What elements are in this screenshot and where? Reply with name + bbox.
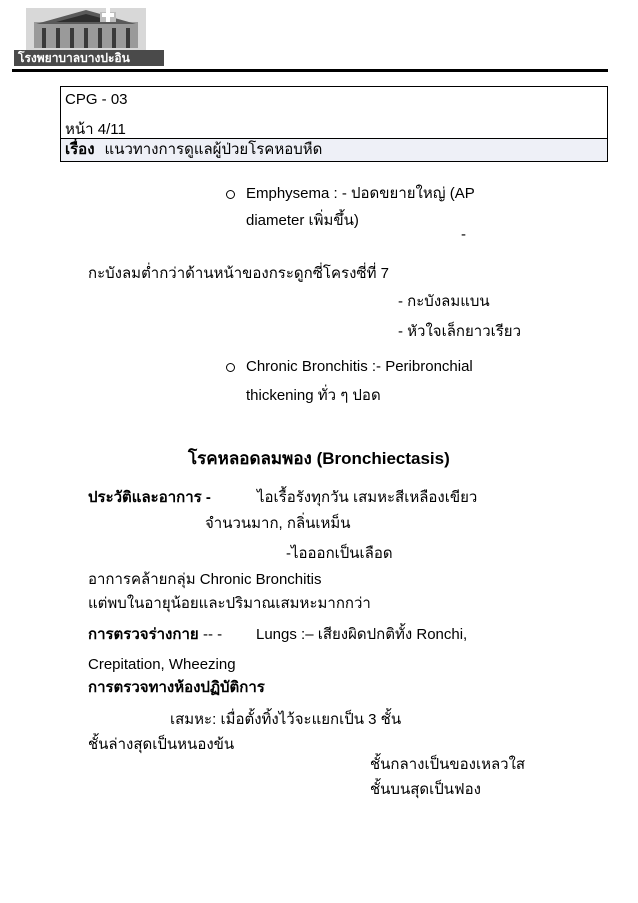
emphysema-line-2: diameter เพิ่มขึ้น) [246,212,359,229]
chronic-line-2: thickening ทั่ว ๆ ปอด [246,387,381,404]
lab-text-2: ชั้นล่างสุดเป็นหนองข้น [88,736,235,753]
doc-code: CPG - 03 [65,91,128,108]
chronic-line-1: Chronic Bronchitis :- Peribronchial [246,358,473,375]
subject-label: เรื่อง [65,141,95,158]
emphysema-dash: - [461,226,466,243]
emphysema-line-4: - กะบังลมแบน [398,293,490,310]
lab-text-4: ชั้นบนสุดเป็นฟอง [370,781,481,798]
emphysema-line-3: กะบังลมต่ำกว่าด้านหน้าของกระดูกซี่โครงซี่ที่ 7 [88,265,389,282]
history-text-1: ไอเรื้อรังทุกวัน เสมหะสีเหลืองเขียว [257,489,478,506]
exam-text-1: Lungs :– เสียงผิดปกติทั้ง Ronchi, [256,626,468,643]
bullet-icon [226,363,235,372]
bullet-icon [226,190,235,199]
page-number: หน้า 4/11 [65,121,126,138]
history-text-2: จำนวนมาก, กลิ่นเหม็น [205,515,351,532]
section-title: โรคหลอดลมพอง (Bronchiectasis) [188,449,450,468]
exam-text-2: Crepitation, Wheezing [88,656,236,673]
emphysema-line-1: Emphysema : - ปอดขยายใหญ่ (AP [246,185,475,202]
subject-text: แนวทางการดูแลผู้ป่วยโรคหอบหืด [104,141,323,158]
subject-row [60,138,608,162]
exam-label: การตรวจร่างกาย [88,626,199,643]
temple-emblem-icon [26,8,146,52]
hospital-name: โรงพยาบาลบางปะอิน [14,50,164,66]
lab-text-3: ชั้นกลางเป็นของเหลวใส [370,756,526,773]
header-rule [12,69,608,72]
exam-dashes: -- - [203,626,223,643]
emphysema-line-5: - หัวใจเล็กยาวเรียว [398,323,522,340]
history-text-3: -ไอออกเป็นเลือด [286,545,393,562]
document-header-box [60,86,608,138]
hospital-logo [12,4,162,66]
lab-text-1: เสมหะ: เมื่อตั้งทิ้งไว้จะแยกเป็น 3 ชั้น [170,711,402,728]
history-label: ประวัติและอาการ - [88,489,211,506]
lab-label: การตรวจทางห้องปฏิบัติการ [88,679,265,696]
history-text-5: แต่พบในอายุน้อยและปริมาณเสมหะมากกว่า [88,595,371,612]
history-text-4: อาการคล้ายกลุ่ม Chronic Bronchitis [88,571,322,588]
